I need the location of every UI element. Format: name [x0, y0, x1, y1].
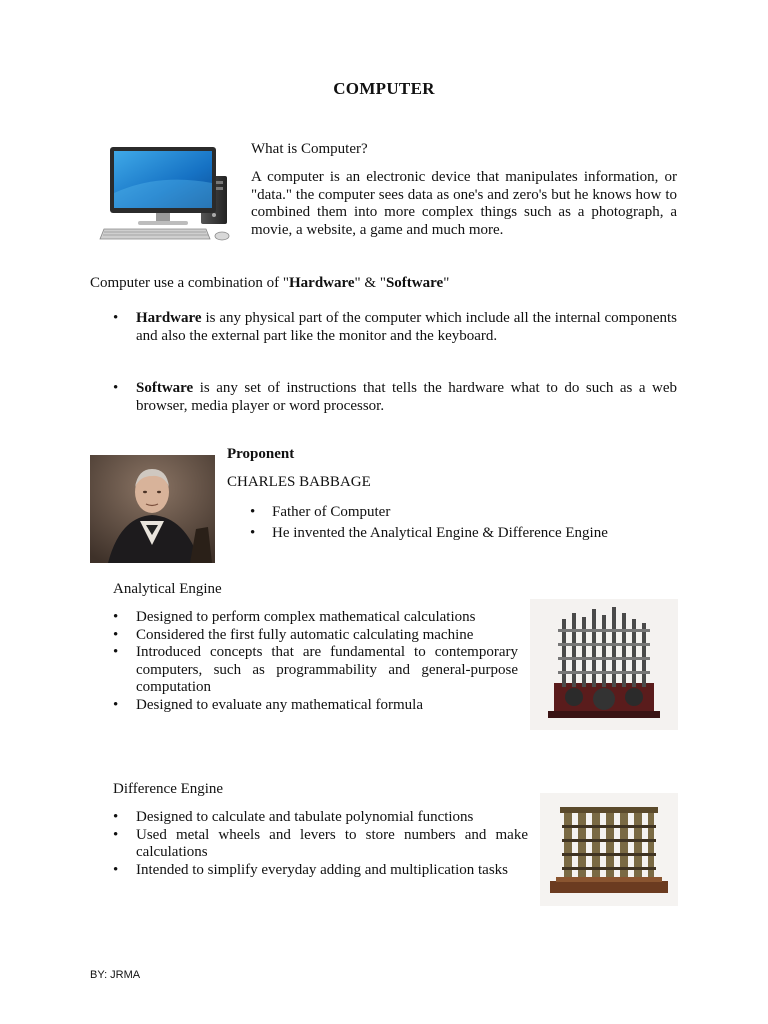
charles-babbage-portrait-icon: [90, 455, 215, 563]
proponent-facts: [227, 502, 677, 544]
difference-engine-item: • Intended to simplify everyday adding and multiplication tasks: [90, 862, 528, 880]
proponent-name: CHARLES BABBAGE: [227, 474, 371, 490]
difference-engine-item: • Designed to calculate and tabulate polynomial functions: [90, 809, 528, 827]
intro-answer: A computer is an electronic device that manipulates information, or "data." the computer sees data as one's and zero's but he knows how to combined them into more complex things such as a photograph, a movie, a website, a game and much more.: [251, 169, 677, 238]
combination-prefix: Computer use a combination of ": [90, 275, 289, 291]
software-term: Software: [385, 275, 444, 291]
combination-sentence: [90, 274, 449, 292]
analytical-engine-item: • Designed to perform complex mathematical calculations: [90, 609, 518, 627]
combination-middle: " & ": [354, 275, 386, 291]
difference-engine-list: [90, 809, 528, 879]
analytical-engine-item: • Considered the first fully automatic calculating machine: [90, 627, 518, 645]
combination-suffix: ": [443, 275, 450, 291]
desktop-computer-icon: [98, 143, 236, 243]
definitions-list: [90, 310, 677, 345]
analytical-engine-item: • Designed to evaluate any mathematical formula: [90, 697, 518, 715]
difference-engine-photo-icon: [540, 793, 678, 906]
analytical-engine-item: • Introduced concepts that are fundamental to contemporary computers, such as programmability and general-purpose computation: [90, 644, 518, 697]
proponent-heading: Proponent: [227, 446, 295, 462]
analytical-engine-heading: Analytical Engine: [113, 581, 222, 597]
definition-term: Hardware: [136, 310, 202, 326]
hardware-definition: [90, 310, 677, 345]
definitions-list-2: [90, 380, 677, 415]
proponent-fact: • Father of Computer: [227, 502, 677, 523]
proponent-fact: • He invented the Analytical Engine & Difference Engine: [227, 523, 677, 544]
document-title: COMPUTER: [333, 79, 435, 98]
definition-term: Software: [136, 380, 194, 396]
intro-question: What is Computer?: [251, 141, 368, 157]
definition-text: is any set of instructions that tells the hardware what to do such as a web browser, media player or word processor.: [136, 380, 677, 414]
hardware-term: Hardware: [289, 275, 355, 291]
analytical-engine-list: [90, 609, 518, 715]
footer-author: BY: JRMA: [90, 969, 141, 981]
definition-text: is any physical part of the computer which include all the internal components and also the external part like the monitor and the keyboard.: [136, 310, 677, 344]
software-definition: [90, 380, 677, 415]
difference-engine-heading: Difference Engine: [113, 781, 224, 797]
analytical-engine-photo-icon: [530, 599, 678, 730]
difference-engine-item: • Used metal wheels and levers to store numbers and make calculations: [90, 827, 528, 862]
